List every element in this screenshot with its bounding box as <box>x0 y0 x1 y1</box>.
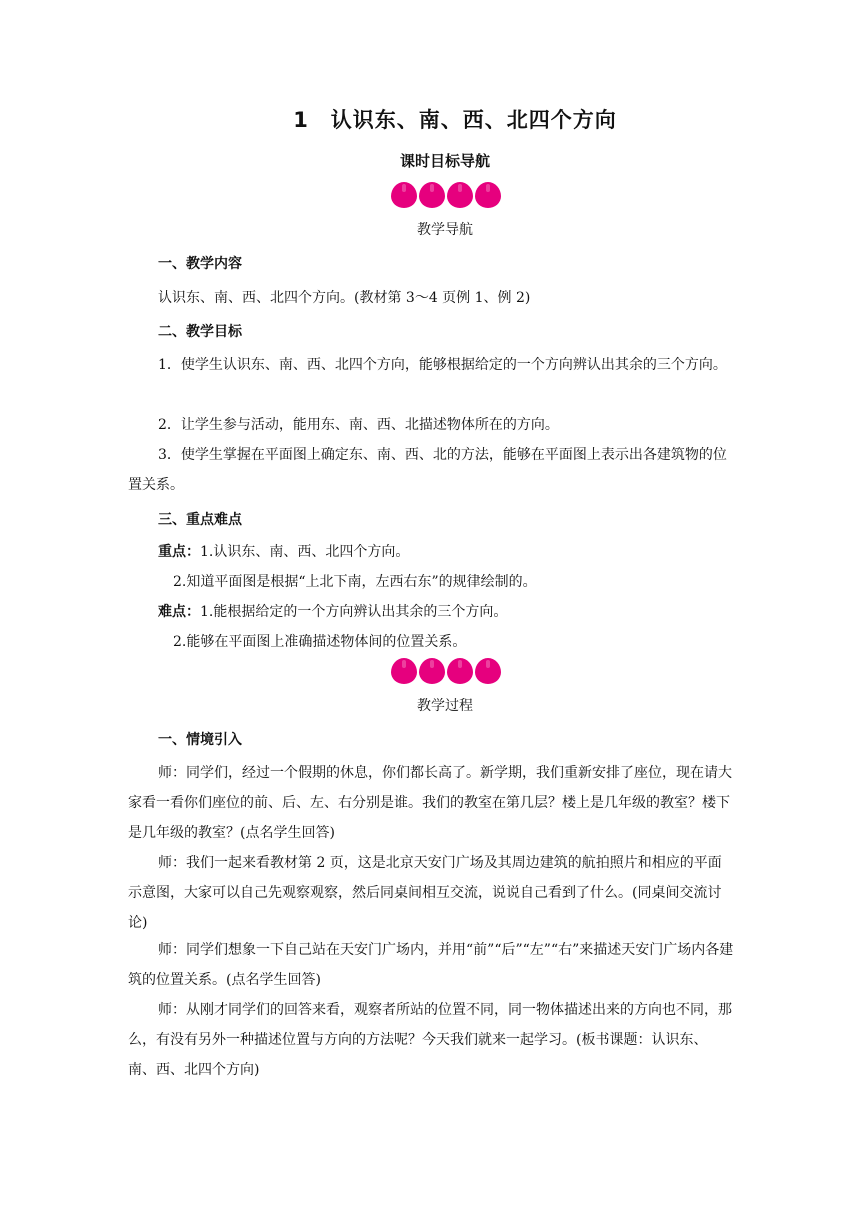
petal-icon <box>447 182 473 208</box>
lesson-title: 1 认识东、南、西、北四个方向 <box>293 108 617 132</box>
difficulty-point-2: 2.能够在平面图上准确描述物体间的位置关系。 <box>173 634 467 650</box>
key-point-1: 1.认识东、南、西、北四个方向。 <box>200 544 410 560</box>
content-text: 认识东、南、西、北四个方向。(教材第 3～4 页例 1、例 2) <box>158 290 531 306</box>
paragraph-3: 师：同学们想象一下自己站在天安门广场内，并用“前”“后”“左”“右”来描述天安门广场内各建筑的位置关系。(点名学生回答) <box>128 942 734 988</box>
heading-goals: 二、教学目标 <box>158 324 242 340</box>
petal-icon <box>391 182 417 208</box>
difficulty-label: 难点： <box>158 604 200 620</box>
petal-icon <box>447 658 473 684</box>
decorative-petals <box>391 658 501 688</box>
key-label: 重点： <box>158 544 200 560</box>
paragraph-1: 师：同学们，经过一个假期的休息，你们都长高了。新学期，我们重新安排了座位，现在请大家看一看你们座位的前、后、左、右分别是谁。我们的教室在第几层？楼上是几年级的教室？楼下是几年级的教室？(点名学生回答) <box>128 765 732 841</box>
paragraph-4: 师：从刚才同学们的回答来看，观察者所站的位置不同，同一物体描述出来的方向也不同，那么，有没有另外一种描述位置与方向的方法呢？今天我们就来一起学习。(板书课题：认识东、南、西、北四个方向) <box>128 1002 732 1078</box>
key-point-2: 2.知道平面图是根据“上北下南，左西右东”的规律绘制的。 <box>173 574 537 590</box>
heading-key-points: 三、重点难点 <box>158 512 242 528</box>
goal-3: 3．使学生掌握在平面图上确定东、南、西、北的方法，能够在平面图上表示出各建筑物的位置关系。 <box>128 447 727 493</box>
petal-icon <box>475 182 501 208</box>
paragraph-2: 师：我们一起来看教材第 2 页，这是北京天安门广场及其周边建筑的航拍照片和相应的平面示意图，大家可以自己先观察观察，然后同桌间相互交流，说说自己看到了什么。(同桌间交流讨论) <box>128 855 722 931</box>
heading-content: 一、教学内容 <box>158 256 242 272</box>
petal-icon <box>391 658 417 684</box>
section-label-process: 教学过程 <box>417 698 473 714</box>
petal-icon <box>419 182 445 208</box>
petal-icon <box>419 658 445 684</box>
decorative-petals <box>391 182 501 212</box>
goal-1: 1．使学生认识东、南、西、北四个方向，能够根据给定的一个方向辨认出其余的三个方向。 <box>158 357 727 373</box>
difficulty-point-1: 1.能根据给定的一个方向辨认出其余的三个方向。 <box>200 604 508 620</box>
section-label-nav: 教学导航 <box>417 222 473 238</box>
goal-2: 2．让学生参与活动，能用东、南、西、北描述物体所在的方向。 <box>158 417 559 433</box>
heading-intro: 一、情境引入 <box>158 732 242 748</box>
lesson-subtitle: 课时目标导航 <box>399 152 490 170</box>
petal-icon <box>475 658 501 684</box>
